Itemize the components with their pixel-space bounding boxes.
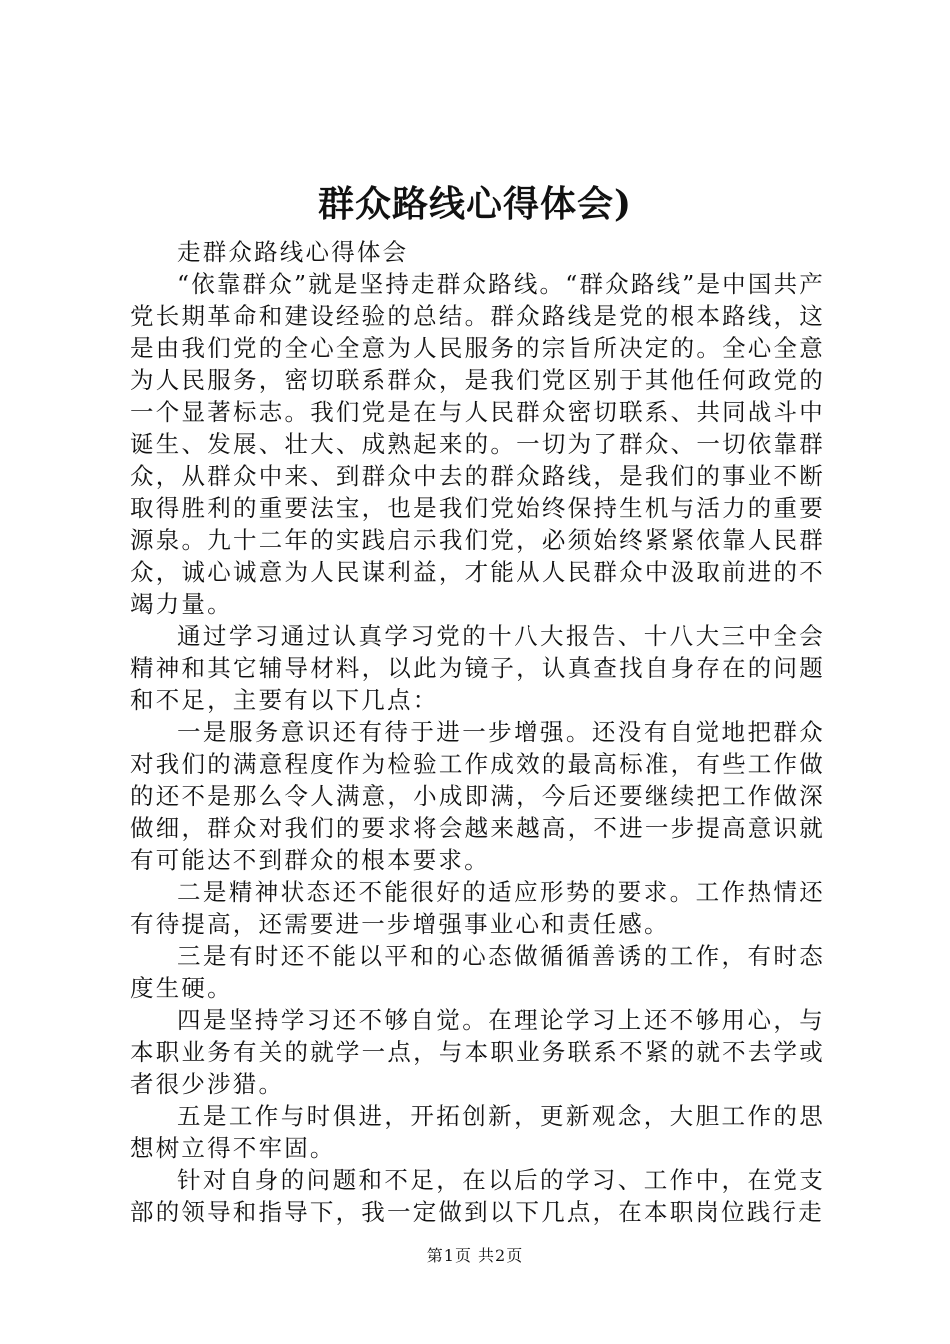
paragraph-point-one: 一是服务意识还有待于进一步增强。还没有自觉地把群众对我们的满意程度作为检验工作成效的最高标准，有些工作做的还不是那么令人满意，小成即满，今后还要继续把工作做深做细，群众对我们的要求将会越来越高，不进一步提高意识就有可能达不到群众的根本要求。: [130, 718, 825, 874]
paragraph-point-four: 四是坚持学习还不够自觉。在理论学习上还不够用心，与本职业务有关的就学一点，与本职业务联系不紧的就不去学或者很少涉猎。: [130, 1006, 825, 1098]
document-title: 群众路线心得体会): [317, 183, 633, 225]
document-body: [130, 236, 825, 1228]
paragraph-point-five: 五是工作与时俱进，开拓创新，更新观念，大胆工作的思想树立得不牢固。: [130, 1102, 825, 1162]
paragraph-subtitle: 走群众路线心得体会: [177, 238, 409, 266]
paragraph-study: 通过学习通过认真学习党的十八大报告、十八大三中全会精神和其它辅导材料，以此为镜子，认真查找自身存在的问题和不足，主要有以下几点：: [130, 622, 825, 714]
paragraph-measures: 针对自身的问题和不足，在以后的学习、工作中，在党支部的领导和指导下，我一定做到以下几点，在本职岗位践行走: [130, 1166, 825, 1226]
paragraph-point-two: 二是精神状态还不能很好的适应形势的要求。工作热情还有待提高，还需要进一步增强事业心和责任感。: [130, 878, 825, 938]
paragraph-point-three: 三是有时还不能以平和的心态做循循善诱的工作，有时态度生硬。: [130, 942, 825, 1002]
paragraph-intro: “依靠群众”就是坚持走群众路线。“群众路线”是中国共产党长期革命和建设经验的总结。群众路线是党的根本路线，这是由我们党的全心全意为人民服务的宗旨所决定的。全心全意为人民服务，密切联系群众，是我们党区别于其他任何政党的一个显著标志。我们党是在与人民群众密切联系、共同战斗中诞生、发展、壮大、成熟起来的。一切为了群众、一切依靠群众，从群众中来、到群众中去的群众路线，是我们的事业不断取得胜利的重要法宝，也是我们党始终保持生机与活力的重要源泉。九十二年的实践启示我们党，必须始终紧紧依靠人民群众，诚心诚意为人民谋利益，才能从人民群众中汲取前进的不竭力量。: [130, 270, 825, 618]
page-number-footer: 第1页 共2页: [426, 1246, 524, 1265]
